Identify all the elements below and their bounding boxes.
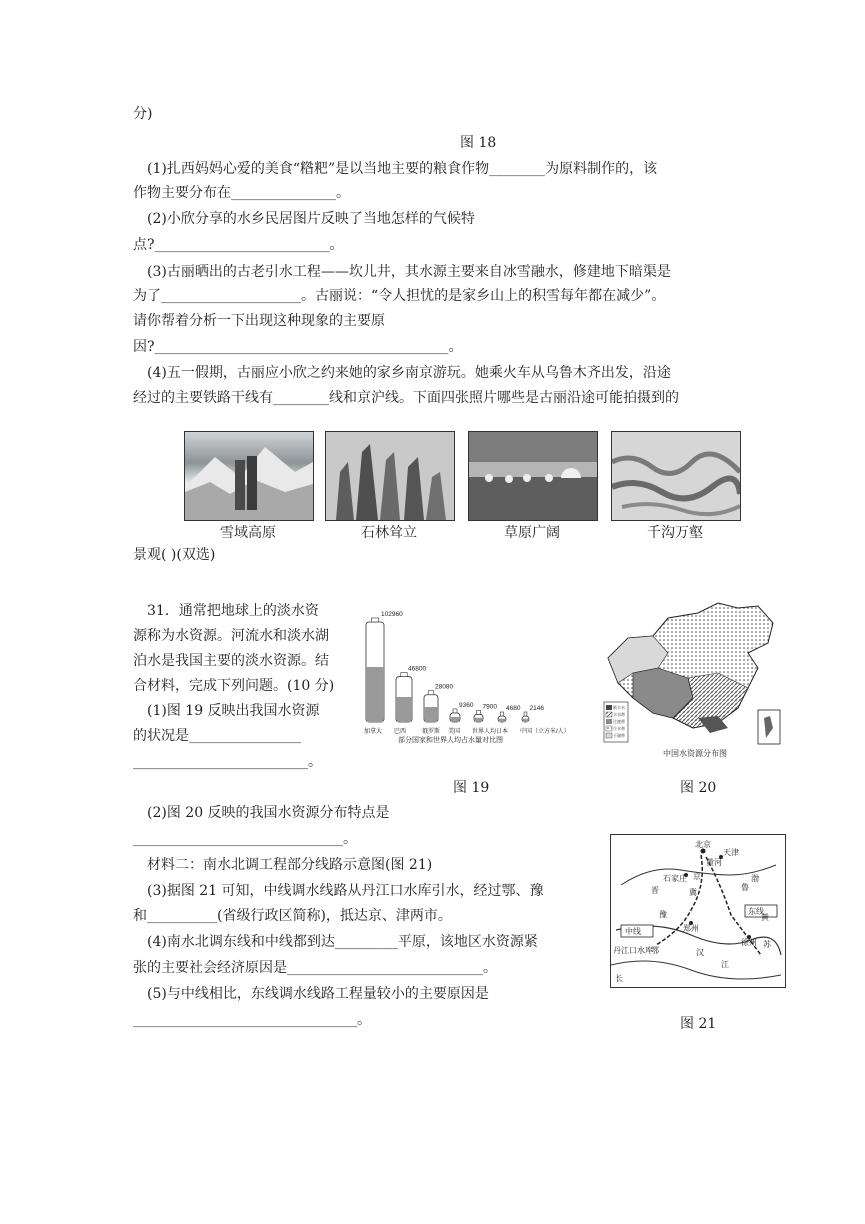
q4-line1: (4)五一假期，古丽应小欣之约来她的家乡南京游玩。她乘火车从乌鲁木齐出发，沿途	[147, 365, 671, 381]
map21-label-9: 豫	[659, 910, 667, 919]
photo-caption-3: 草原广阔	[504, 525, 560, 541]
photo-caption-2: 石林耸立	[361, 525, 417, 541]
map21-label-2: 石家庄	[663, 874, 687, 883]
value-label-6: 2146	[529, 705, 544, 712]
bottle-water-6	[523, 719, 528, 722]
map21-label-12: 中线	[625, 927, 641, 936]
photo-snow-plateau	[184, 431, 314, 521]
q31-sub5-line2: ________________________________。	[133, 1012, 371, 1028]
value-label-3: 9360	[459, 701, 474, 709]
category-label-3: 美国	[448, 729, 461, 735]
map21-label-11: 黄河	[706, 858, 722, 867]
category-label-4: 世界人均	[472, 729, 497, 735]
q31-sub3-line1: (3)据图 21 可知，中线调水线路从丹江口水库引水，经过鄂、豫	[147, 883, 544, 899]
map21-label-15: 丹江口水库	[613, 946, 653, 955]
bottle-neck-3	[453, 709, 457, 713]
q31-sub3-line2: 和__________(省级行政区简称)，抵达京、津两市。	[133, 908, 452, 924]
figure-20-map	[598, 598, 788, 760]
q31-sub2-line2: ______________________________。	[133, 831, 357, 847]
q31-line3: 泊水是我国主要的淡水资源。结	[133, 653, 329, 669]
value-label-1: 46800	[408, 665, 427, 673]
category-label-1: 巴西	[394, 729, 407, 735]
bottle-neck-0	[371, 618, 378, 622]
chart-title: 部分国家和世界人均占水量对比图	[398, 737, 503, 744]
q31-sub5-line1: (5)与中线相比，东线调水线路工程量较小的主要原因是	[147, 986, 489, 1002]
category-label-6: 中国（立方米/人）	[520, 729, 570, 735]
q2-line1: (2)小欣分享的水乡民居图片反映了当地怎样的气候特	[147, 211, 475, 227]
photo-gullies	[611, 431, 741, 521]
q31-sub1-line2: 的状况是________________	[133, 728, 301, 744]
map21-label-1: 天津	[723, 848, 739, 857]
map21-label-4: 冀	[689, 888, 697, 897]
photo-caption-1: 雪域高原	[220, 525, 276, 541]
q1-line1: (1)扎西妈妈心爱的美食“糌粑”是以当地主要的粮食作物________为原料制作的，该	[147, 161, 658, 177]
map21-label-20: 长	[615, 974, 623, 983]
map21-label-17: 汉	[696, 948, 704, 957]
map21-label-16: 鄂	[651, 946, 659, 955]
q3-line3: 请你帮着分析一下出现这种现象的主要原	[133, 313, 385, 329]
bottle-neck-6	[524, 712, 527, 716]
bottle-neck-1	[401, 673, 407, 677]
value-label-0: 102960	[381, 611, 403, 618]
bottle-neck-2	[428, 691, 434, 695]
q3-line1: (3)古丽晒出的古老引水工程——坎儿井，其水源主要来自冰雪融水，修建地下暗渠是	[147, 264, 671, 280]
q1-line2: 作物主要分布在_______________。	[133, 185, 350, 201]
q31-sub1-line1: (1)图 19 反映出我国水资源	[147, 703, 320, 719]
q4-line3: 景观( )(双选)	[133, 547, 216, 563]
figure-20-caption: 图 20	[680, 780, 717, 796]
figure-19-chart	[358, 600, 590, 746]
map20-legend-2: 丰水带	[613, 712, 625, 717]
bottle-neck-4	[477, 710, 481, 714]
bottle-water-1	[397, 697, 411, 722]
map21-label-18: 江	[721, 960, 729, 969]
q2-line2: 点?_________________________。	[133, 237, 344, 253]
q3-line2: 为了____________________。古丽说：“令人担忧的是家乡山上的积雪每年都在减少”。	[133, 288, 666, 304]
map21-label-3: 京	[693, 872, 701, 881]
figure-21-caption: 图 21	[680, 1016, 717, 1032]
map20-legend-3: 过渡带	[613, 719, 625, 724]
map20-legend-1: 极丰水	[613, 705, 625, 710]
continued-text: 分)	[133, 106, 153, 122]
figure-19-caption: 图 19	[453, 780, 490, 796]
photo-grassland	[468, 431, 598, 521]
category-label-5: 日本	[496, 729, 509, 735]
map21-label-19: 苏	[763, 940, 771, 949]
bottle-water-4	[475, 718, 482, 722]
material-two: 材料二：南水北调工程部分线路示意图(图 21)	[147, 857, 433, 873]
category-label-2: 俄罗斯	[422, 729, 441, 735]
map21-label-0: 北京	[695, 840, 711, 849]
map21-label-5: 晋	[651, 886, 659, 895]
value-label-2: 28080	[435, 683, 454, 691]
q31-line4: 合材料，完成下列问题。(10 分)	[133, 678, 335, 694]
photo-stone-forest	[325, 431, 455, 521]
q31-sub4-line1: (4)南水北调东线和中线都到达_________平原，该地区水资源紧	[147, 934, 538, 950]
bottle-water-3	[451, 717, 459, 722]
map20-title: 中国水资源分布图	[663, 749, 727, 758]
map21-label-8: 黄	[761, 913, 769, 922]
q31-line1: 31．通常把地球上的淡水资	[147, 603, 319, 619]
map20-legend-5: 干涸带	[613, 733, 625, 738]
photo-caption-4: 千沟万壑	[647, 525, 703, 541]
figure-21-map	[610, 834, 786, 988]
q31-sub4-line2: 张的主要社会经济原因是____________________________。	[133, 960, 497, 976]
bottle-water-0	[367, 667, 383, 722]
q3-line4: 因?__________________________________________。	[133, 339, 463, 355]
map21-label-6: 鲁	[741, 883, 749, 892]
category-label-0: 加拿大	[364, 729, 383, 735]
map21-label-7: 渤	[751, 874, 759, 883]
q31-sub2-line1: (2)图 20 反映的我国水资源分布特点是	[147, 805, 390, 821]
bottle-neck-5	[500, 712, 503, 716]
map21-label-14: 徐州	[741, 938, 757, 947]
map21-label-13: 东线	[748, 907, 764, 916]
map20-legend-4: 少水带	[613, 726, 625, 731]
q31-line2: 源称为水资源。河流水和淡水湖	[133, 628, 329, 644]
q31-sub1-line3: _________________________。	[133, 754, 322, 770]
value-label-4: 7900	[482, 703, 497, 711]
bottle-water-2	[425, 707, 437, 722]
figure-18-caption: 图 18	[460, 135, 497, 151]
bottle-water-5	[499, 719, 505, 722]
map21-label-10: 郑州	[683, 924, 699, 933]
value-label-5: 4680	[506, 705, 521, 712]
q4-line2: 经过的主要铁路干线有________线和京沪线。下面四张照片哪些是古丽沿途可能拍摄到的	[133, 390, 679, 406]
